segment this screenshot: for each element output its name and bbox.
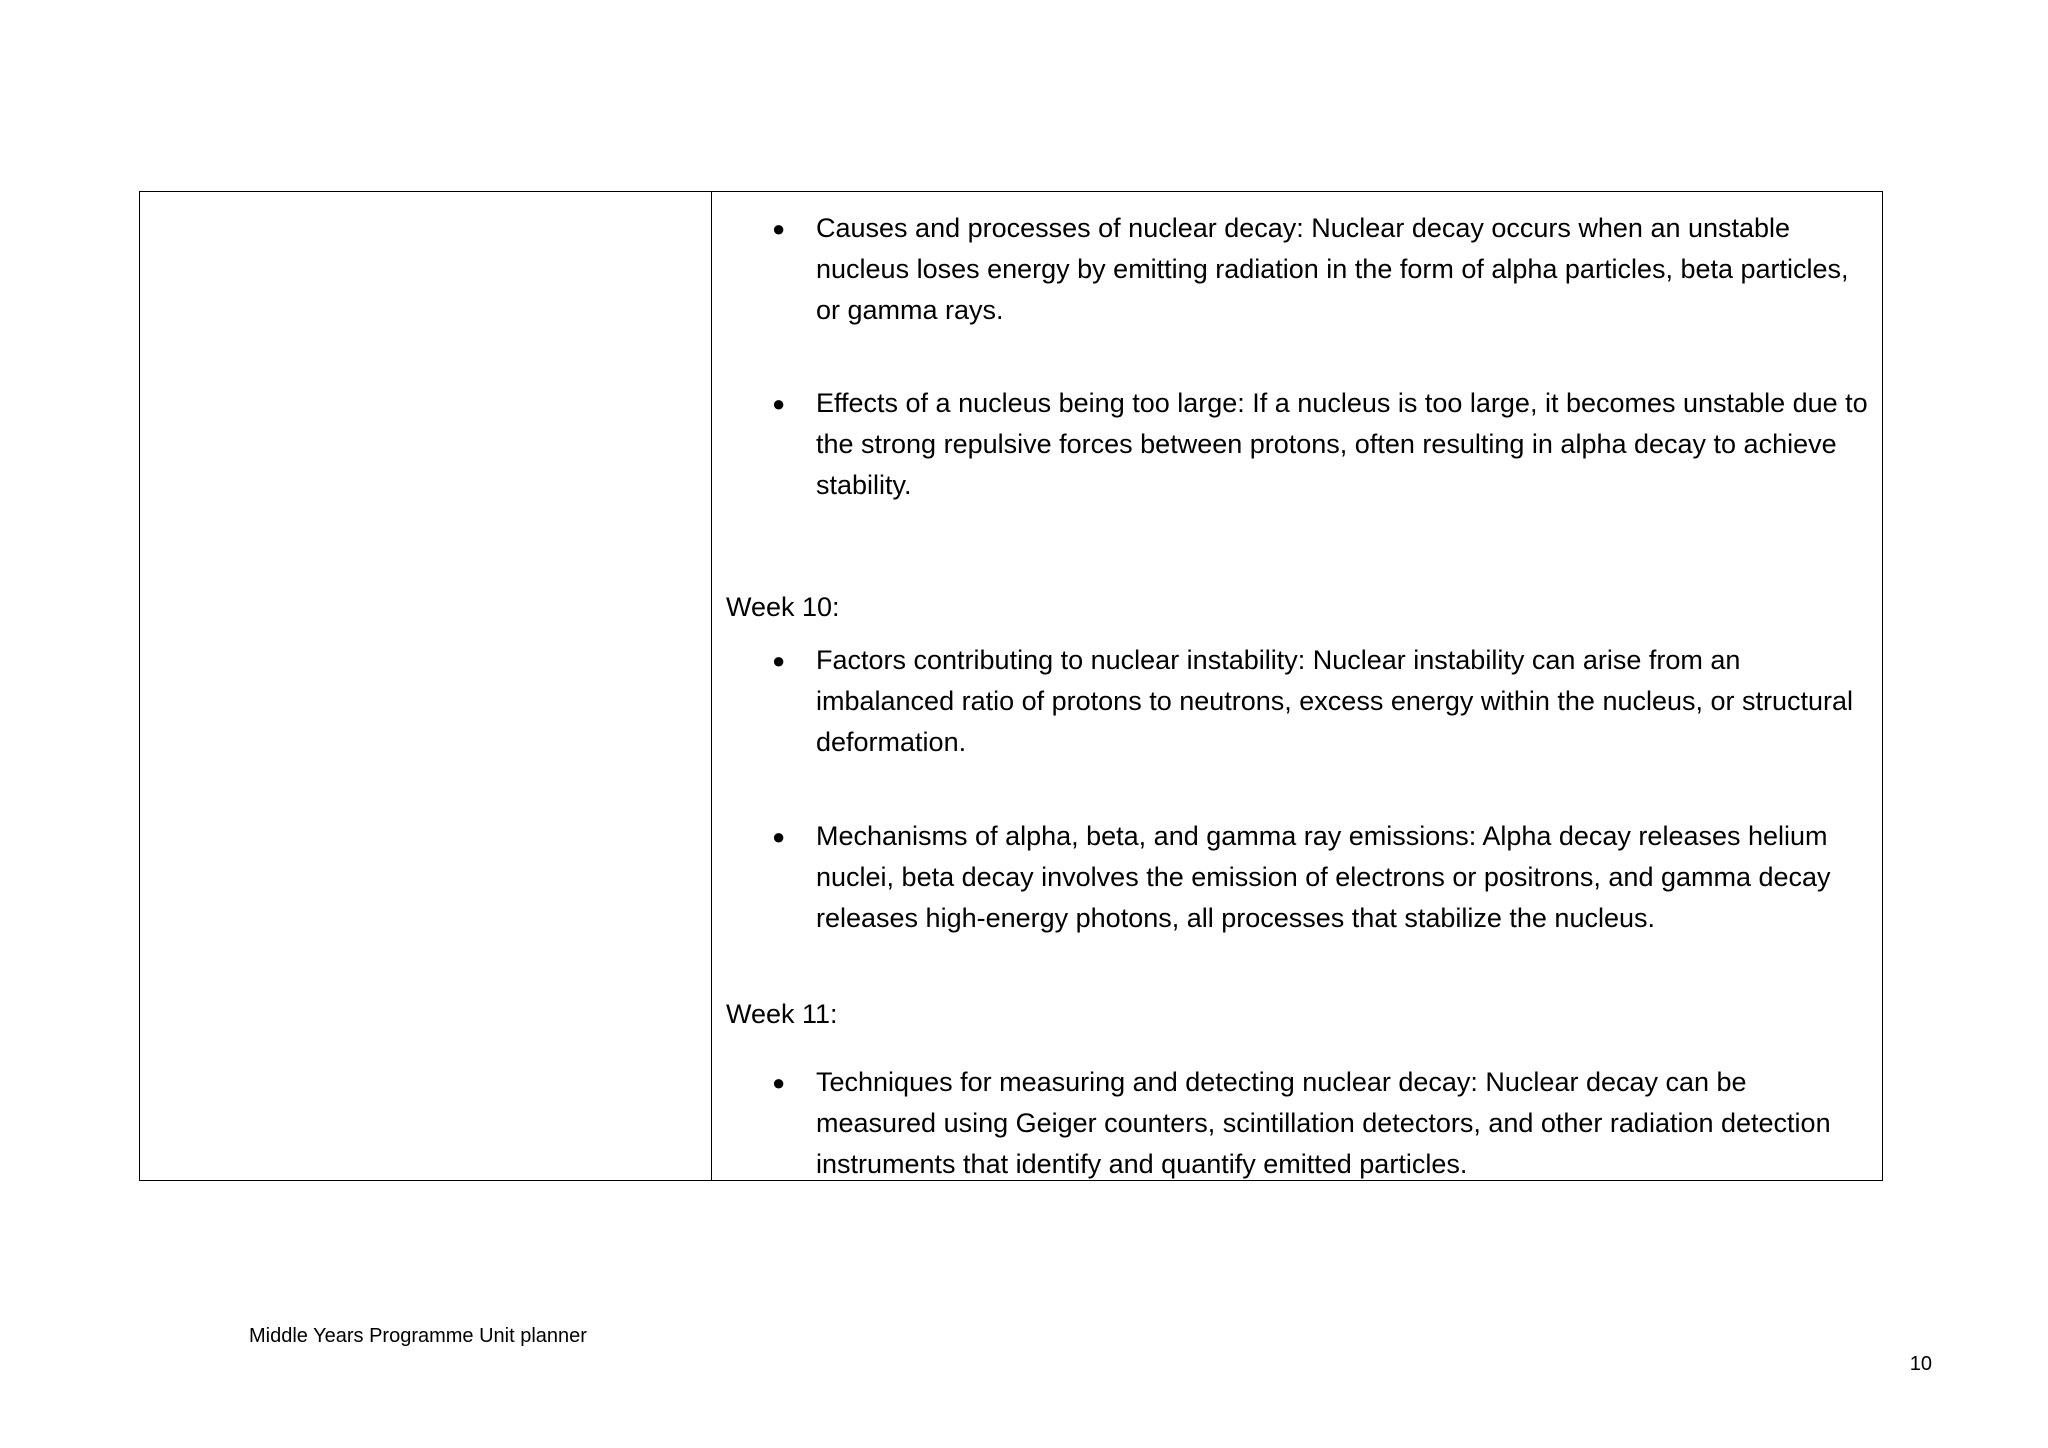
bullet-icon: ● (772, 216, 786, 241)
list-item (772, 640, 1872, 763)
week-11-heading: Week 11: (726, 999, 838, 1029)
unit-planner-table (139, 191, 1883, 1181)
list-item-text: Factors contributing to nuclear instability: Nuclear instability can arise from an imbalanced ratio of protons to neutrons, excess energy within the nucleus, or structural deformation. (816, 645, 1854, 757)
week-10-heading: Week 10: (726, 592, 840, 622)
list-item-text: Effects of a nucleus being too large: If a nucleus is too large, it becomes unstable due to the strong repulsive forces between protons, often resulting in alpha decay to achieve stability. (816, 388, 1868, 500)
list-item-text: Techniques for measuring and detecting nuclear decay: Nuclear decay can be measured using Geiger counters, scintillation detectors, and other radiation detection instruments that identify and quantify emitted particles. (816, 1067, 1831, 1179)
bullet-icon: ● (772, 391, 786, 416)
list-item (772, 383, 1872, 506)
page-number: 10 (1909, 1353, 1932, 1375)
bullet-icon: ● (772, 824, 786, 849)
table-right-cell (712, 192, 1882, 1180)
list-item (772, 1062, 1872, 1185)
footer-title: Middle Years Programme Unit planner (249, 1325, 587, 1347)
list-item (772, 208, 1872, 331)
list-item (772, 816, 1872, 939)
list-item-text: Mechanisms of alpha, beta, and gamma ray emissions: Alpha decay releases helium nuclei, beta decay involves the emission of electrons or positrons, and gamma decay releases high-energy photons, all processes that stabilize the nucleus. (816, 821, 1831, 933)
bullet-icon: ● (772, 648, 786, 673)
table-left-cell (140, 192, 712, 1180)
bullet-icon: ● (772, 1070, 786, 1095)
list-item-text: Causes and processes of nuclear decay: Nuclear decay occurs when an unstable nucleus loses energy by emitting radiation in the form of alpha particles, beta particles, or gamma rays. (816, 213, 1849, 325)
